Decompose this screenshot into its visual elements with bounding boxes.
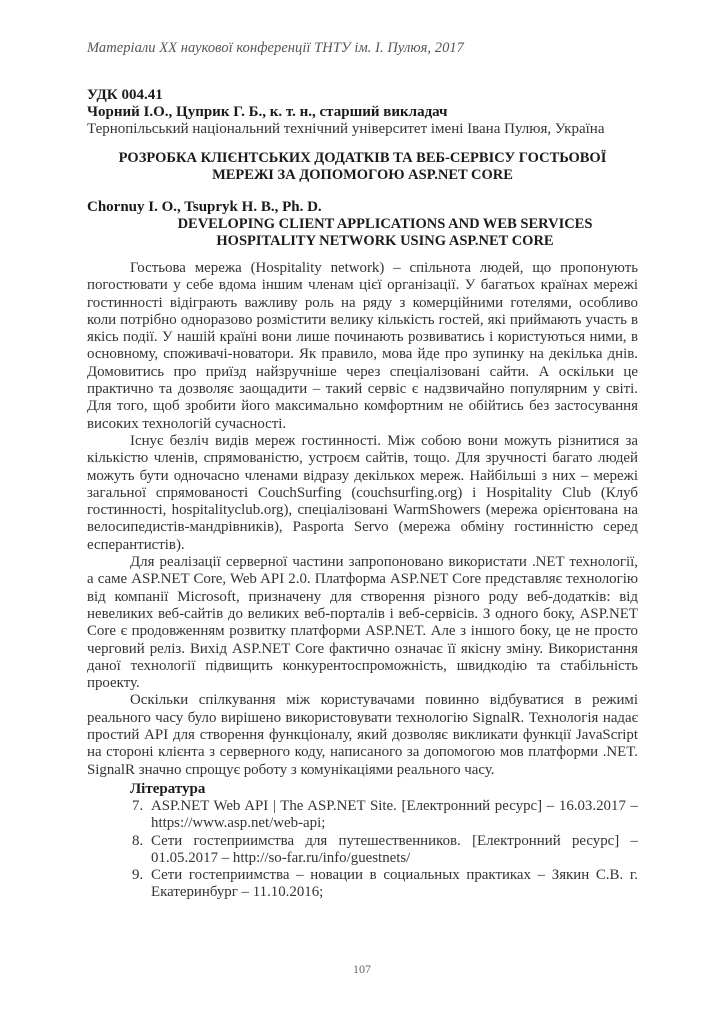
reference-number: 7. [132,798,144,814]
title-en [160,216,610,250]
paragraph: Існує безліч видів мереж гостинності. Між собою вони можуть різнитися за кількістю членів, спрямованістю, устроєм сайтів, тощо. Для зручності багато людей можуть бути одночасно членами відразу декількох мереж. Найбільші з них – мережі загальної спрямованості CouchSurfing (couchsurfing.org) і Hospitality Club (Клуб гостинності, hospitalityclub.org), спеціалізовані WarmShowers (мережа орієнтована на велосипедистів-мандрівників), Pasporta Servo (мережа обміну гостинністю серед есперантистів). [87,432,638,553]
udk-code: УДК 004.41 [87,87,163,103]
title-ua-line: РОЗРОБКА КЛІЄНТСЬКИХ ДОДАТКІВ ТА ВЕБ-СЕРВІСУ ГОСТЬОВОЇ [118,150,607,166]
title-ua [87,150,638,184]
authors-ua: Чорний І.О., Цуприк Г. Б., к. т. н., старший викладач [87,104,448,120]
affiliation: Тернопільський національний технічний університет імені Івана Пулюя, Україна [87,121,605,137]
reference-text: ASP.NET Web API | The ASP.NET Site. [Електронний ресурс] – 16.03.2017 – https://www.asp.net/web-api; [151,798,638,832]
running-header: Матеріали XX наукової конференції ТНТУ ім. І. Пулюя, 2017 [87,40,464,56]
authors-en: Chornuy I. O., Tsupryk H. B., Ph. D. [87,199,322,215]
paragraph: Гостьова мережа (Hospitality network) – спільнота людей, що пропонують погостювати у себе вдома іншим членам цієї організації. У багатьох країнах мережі гостинності відіграють важливу роль на ряду з комерційними готелями, особливо коли потрібно одноразово розмістити велику кількість гостей, які приймають участь в якісь події. У нашій країні вони лише починають розвиватись і користуються ними, в основному, споживачі-новатори. Як правило, мова йде про зупинку на декілька днів. Домовитись про приїзд найзручніше через спеціалізовані сайти. А оскільки це практично та дозволяє заощадити – такий сервіс є надзвичайно популярним у світі. Для того, щоб зробити його максимально комфортним не обійтись без застосування високих технологій сучасності. [87,260,638,432]
reference-text: Сети гостеприимства для путешественников. [Електронний ресурс] – 01.05.2017 – http://so-far.ru/info/guestnets/ [151,832,638,866]
paragraph: Для реалізації серверної частини запропоновано використати .NET технології, а саме ASP.NET Core, Web API 2.0. Платформа ASP.NET Core представляє технологію від компанії Microsoft, призначену для створення різного роду веб-додатків: від невеликих веб-сайтів до великих веб-порталів і веб-сервісів. З одного боку, ASP.NET Core є продовженням розвитку платформи ASP.NET. Але з іншого боку, це не просто черговий реліз. Вихід ASP.NET Core фактично означає її якісну зміну. Використання даної технології підвищить конкурентоспроможність, швидкодію та стабільність проекту. [87,554,638,692]
title-ua-line: МЕРЕЖІ ЗА ДОПОМОГОЮ ASP.NET CORE [212,167,513,183]
paragraph: Оскільки спілкування між користувачами повинно відбуватися в режимі реального часу було вирішено використовувати технологію SignalR. Технологія надає простий API для створення функціоналу, який дозволяє викликати функції JavaScript на стороні клієнта з серверного коду, написаного за допомогою мов платформи .NET. SignalR значно спрощує роботу з комунікаціями реального часу. [87,692,638,778]
reference-list [132,798,638,902]
literature-heading: Література [130,781,206,797]
reference-number: 8. [132,832,144,849]
reference-number: 9. [132,867,144,884]
title-en-line: HOSPITALITY NETWORK USING ASP.NET CORE [216,233,554,249]
reference-item [132,833,638,868]
reference-item [132,867,638,902]
reference-text: Сети гостеприимства – новации в социальных практиках – Зякин С.В. г. Екатеринбург – 11.10.2016; [151,867,638,901]
page-number: 107 [353,962,371,976]
body-text [87,260,638,779]
reference-item [132,798,638,833]
title-en-line: DEVELOPING CLIENT APPLICATIONS AND WEB SERVICES [177,216,593,232]
